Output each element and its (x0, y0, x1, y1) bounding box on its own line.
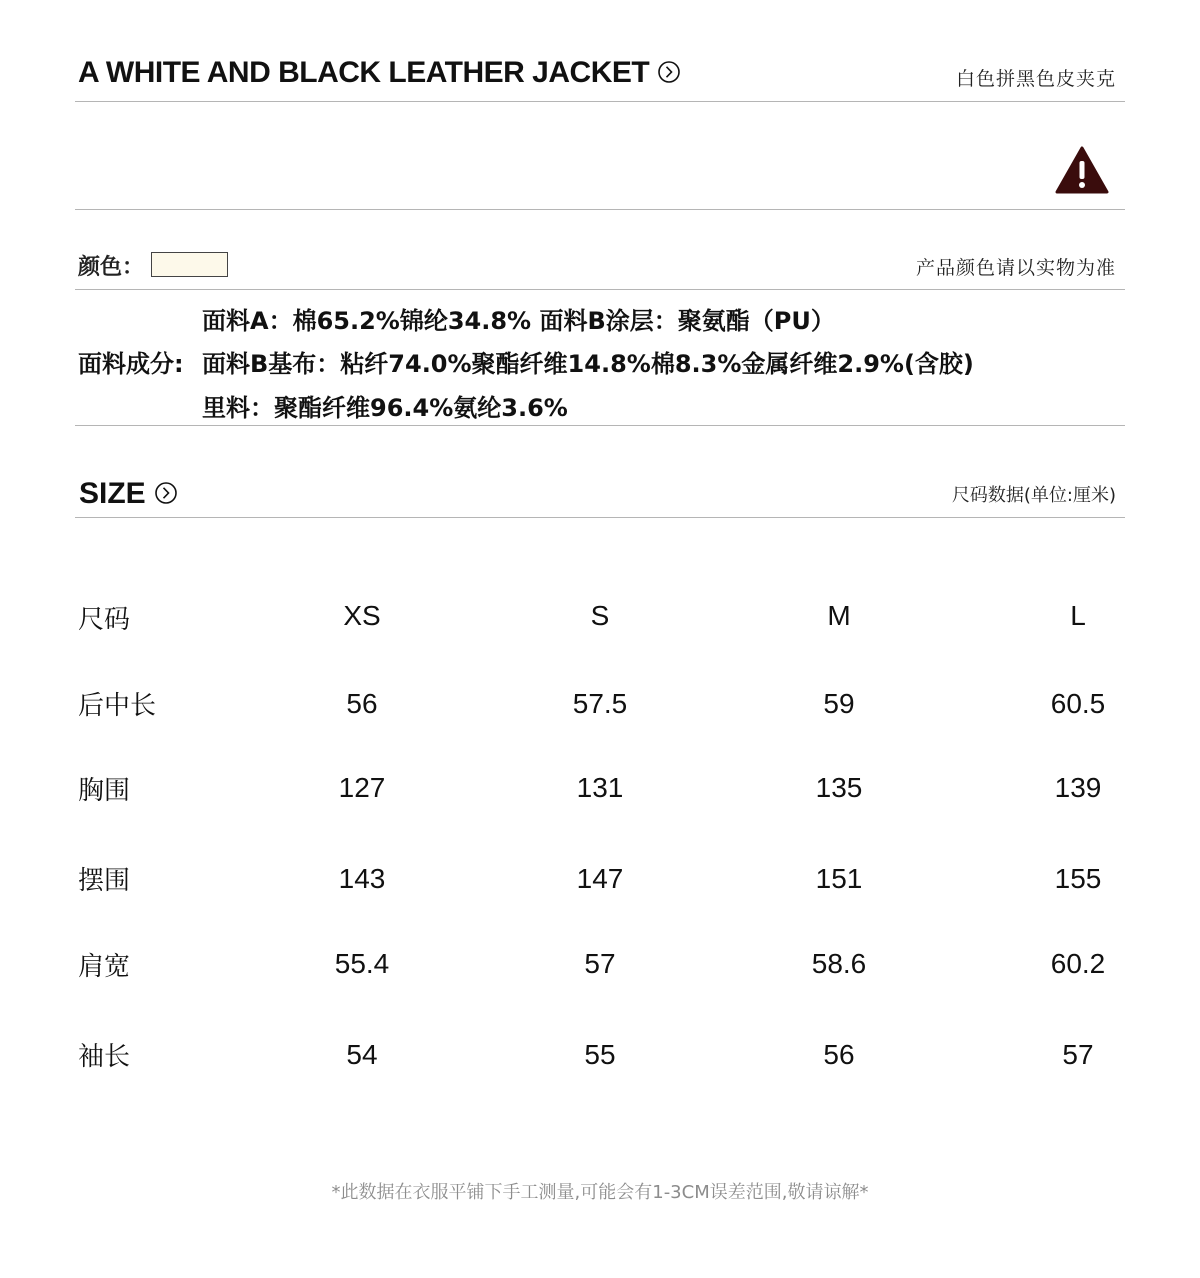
divider (75, 101, 1125, 102)
divider (75, 289, 1125, 290)
table-cell: 56 (346, 688, 378, 719)
table-cell: 147 (576, 863, 624, 894)
row-label: 摆围 (78, 866, 131, 896)
size-heading-text: SIZE (79, 477, 146, 510)
table-cell: 59 (823, 688, 855, 719)
row-label: 肩宽 (78, 952, 131, 982)
color-note: 产品颜色请以实物为准 (915, 257, 1116, 279)
row-label: 后中长 (78, 691, 157, 721)
color-label: 颜色： (78, 255, 145, 280)
table-cell: 57 (1062, 1039, 1094, 1070)
size-unit-note: 尺码数据(单位:厘米) (951, 485, 1116, 506)
table-cell: 57 (584, 948, 616, 979)
product-subtitle: 白色拼黑色皮夹克 (955, 68, 1116, 90)
table-header-label: 尺码 (78, 605, 131, 635)
size-header-l: L (1070, 600, 1086, 631)
table-cell: 143 (338, 863, 386, 894)
table-cell: 55.4 (334, 948, 390, 979)
table-cell: 155 (1054, 863, 1102, 894)
divider (75, 209, 1125, 210)
table-cell: 127 (338, 772, 386, 803)
table-cell: 56 (823, 1039, 855, 1070)
warning-triangle-icon (1055, 146, 1109, 194)
row-label: 胸围 (78, 776, 131, 806)
table-cell: 54 (346, 1039, 378, 1070)
table-cell: 57.5 (572, 688, 628, 719)
measurement-footnote: *此数据在衣服平铺下手工测量,可能会有1-3CM误差范围,敬请谅解* (331, 1182, 869, 1203)
table-cell: 139 (1054, 772, 1102, 803)
product-title (78, 56, 681, 90)
fabric-line: 里料：聚酯纤维96.4%氨纶3.6% (202, 394, 568, 422)
fabric-label: 面料成分: (78, 350, 184, 378)
circle-arrow-right-icon (657, 60, 681, 84)
divider (75, 425, 1125, 426)
table-cell: 60.2 (1050, 948, 1106, 979)
size-header-m: M (827, 600, 851, 631)
table-cell: 55 (584, 1039, 616, 1070)
color-swatch (151, 252, 228, 277)
fabric-line: 面料B基布：粘纤74.0%聚酯纤维14.8%棉8.3%金属纤维2.9%(含胶) (202, 350, 974, 378)
table-cell: 151 (815, 863, 863, 894)
fabric-line: 面料A：棉65.2%锦纶34.8% 面料B涂层：聚氨酯（PU） (202, 307, 835, 335)
size-header-xs: XS (343, 600, 381, 631)
size-heading (79, 477, 178, 511)
table-cell: 58.6 (811, 948, 867, 979)
table-cell: 135 (815, 772, 863, 803)
circle-arrow-right-icon (154, 481, 178, 505)
row-label: 袖长 (78, 1042, 131, 1072)
divider (75, 517, 1125, 518)
product-title-text: A WHITE AND BLACK LEATHER JACKET (78, 56, 650, 89)
table-cell: 131 (576, 772, 624, 803)
table-cell: 60.5 (1050, 688, 1106, 719)
size-header-s: S (590, 600, 610, 631)
